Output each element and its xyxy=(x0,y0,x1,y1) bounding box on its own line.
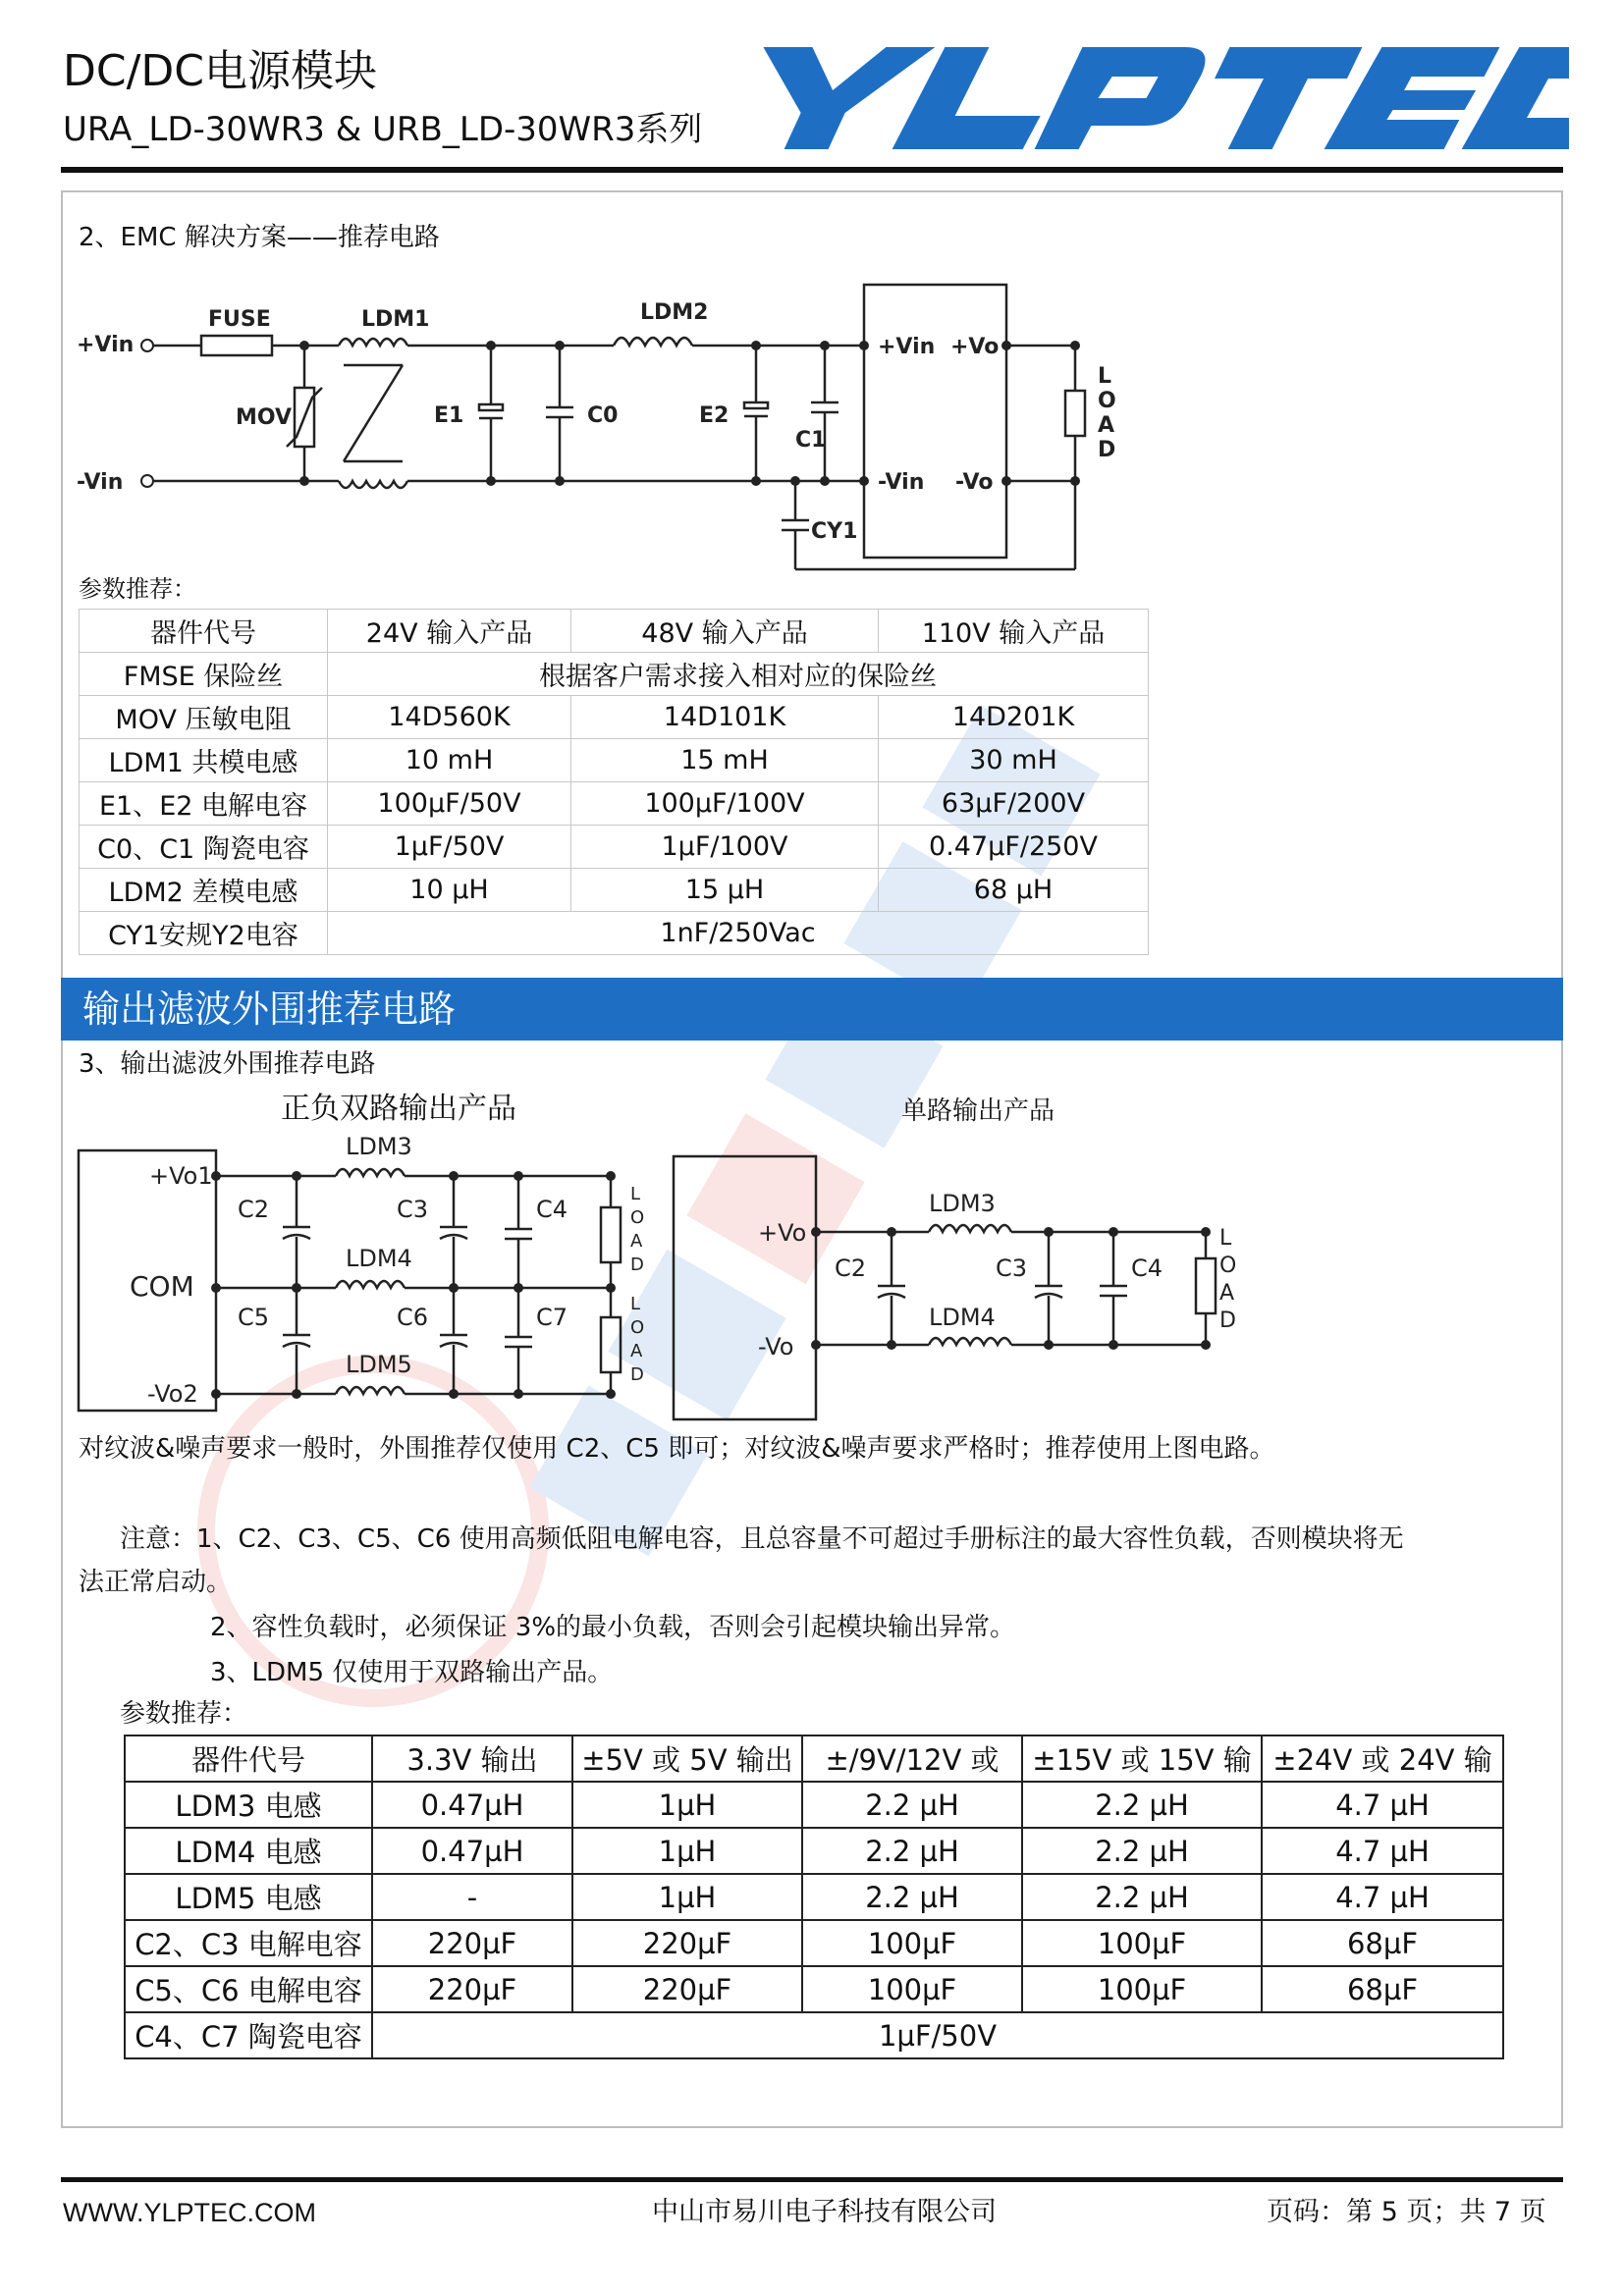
emc-params-table xyxy=(79,609,1149,955)
label-vo1: +Vo1 xyxy=(149,1162,213,1190)
table-row xyxy=(125,1874,1503,1920)
table-cell: C5、C6 电解电容 xyxy=(125,1966,372,2012)
table-cell: 1µF/100V xyxy=(571,826,879,869)
label-mov: MOV xyxy=(236,405,293,430)
output-heading: 3、输出滤波外围推荐电路 xyxy=(79,1049,376,1079)
table-row xyxy=(125,1782,1503,1828)
label-cy1: CY1 xyxy=(811,519,858,544)
table-cell: LDM4 电感 xyxy=(125,1828,372,1874)
label-load-l: L xyxy=(630,1294,641,1314)
label-c3: C3 xyxy=(996,1255,1028,1282)
table-cell: LDM3 电感 xyxy=(125,1782,372,1828)
output-params-caption: 参数推荐： xyxy=(120,1699,248,1729)
table-cell: 220µF xyxy=(372,1920,572,1966)
table-cell: C4、C7 陶瓷电容 xyxy=(125,2012,372,2058)
label-load-a: A xyxy=(630,1231,643,1252)
label-c2: C2 xyxy=(835,1255,867,1282)
footer-website[interactable]: WWW.YLPTEC.COM xyxy=(63,2198,316,2227)
note-2: 2、容性负载时，必须保证 3%的最小负载，否则会引起模块输出异常。 xyxy=(210,1613,1016,1642)
table-header-cell: ±24V 或 24V 输 xyxy=(1262,1735,1503,1782)
table-cell: 0.47µH xyxy=(372,1782,572,1828)
table-cell: 1µH xyxy=(572,1828,802,1874)
table-cell: CY1安规Y2电容 xyxy=(80,912,328,955)
table-cell: C0、C1 陶瓷电容 xyxy=(80,826,328,869)
section-banner: 输出滤波外围推荐电路 xyxy=(61,978,1563,1041)
label-c0: C0 xyxy=(587,403,619,428)
table-row xyxy=(125,1735,1503,1782)
table-row xyxy=(80,826,1149,869)
label-load-d: D xyxy=(1219,1308,1236,1333)
table-cell: C2、C3 电解电容 xyxy=(125,1920,372,1966)
note-1-line-1: 注意：1、C2、C3、C5、C6 使用高频低阻电解电容，且总容量不可超过手册标注的最大容性负载，否则模块将无 xyxy=(120,1524,1404,1554)
label-load-l: L xyxy=(1219,1226,1232,1251)
header-rule xyxy=(61,167,1563,173)
footer-company: 中山市易川电子科技有限公司 xyxy=(652,2197,997,2227)
table-cell: 2.2 µH xyxy=(802,1782,1022,1828)
table-header-cell: 48V 输入产品 xyxy=(571,610,879,653)
label-vo2: -Vo2 xyxy=(147,1380,198,1408)
table-cell: 2.2 µH xyxy=(802,1874,1022,1920)
label-load-l: L xyxy=(630,1184,641,1204)
label-ldm4: LDM4 xyxy=(346,1245,412,1272)
label-load-l: L xyxy=(1098,364,1112,389)
table-cell: 15 mH xyxy=(571,739,879,782)
table-cell: 14D101K xyxy=(571,696,879,739)
table-cell: 4.7 µH xyxy=(1262,1828,1503,1874)
label-c4: C4 xyxy=(1131,1255,1163,1282)
single-output-title: 单路输出产品 xyxy=(901,1096,1055,1126)
ripple-note: 对纹波&噪声要求一般时，外围推荐仅使用 C2、C5 即可；对纹波&噪声要求严格时；推荐使用上图电路。 xyxy=(79,1434,1275,1464)
label-load-a: A xyxy=(630,1341,643,1362)
table-cell: 4.7 µH xyxy=(1262,1874,1503,1920)
table-cell: 100µF xyxy=(802,1920,1022,1966)
table-cell: MOV 压敏电阻 xyxy=(80,696,328,739)
doc-subtitle: URA_LD-30WR3 & URB_LD-30WR3系列 xyxy=(63,110,703,149)
table-row xyxy=(125,1920,1503,1966)
label-c2: C2 xyxy=(238,1196,270,1223)
label-fuse: FUSE xyxy=(208,307,271,332)
note-1-line-2: 法正常启动。 xyxy=(79,1568,233,1597)
label-mod-vo-pos: +Vo xyxy=(950,335,1000,359)
table-row xyxy=(125,2012,1503,2058)
label-vin-neg: -Vin xyxy=(77,470,124,495)
label-load-a: A xyxy=(1098,413,1115,438)
label-com: COM xyxy=(130,1270,194,1303)
table-cell: LDM5 电感 xyxy=(125,1874,372,1920)
label-load-o: O xyxy=(1219,1254,1237,1278)
table-cell: 2.2 µH xyxy=(1022,1828,1262,1874)
label-e2: E2 xyxy=(699,403,730,428)
table-cell: 63µF/200V xyxy=(879,782,1149,826)
label-vo-pos: +Vo xyxy=(758,1219,807,1247)
table-cell: 100µF xyxy=(1022,1920,1262,1966)
table-cell: 1µF/50V xyxy=(372,2012,1503,2058)
table-cell: LDM2 差模电感 xyxy=(80,869,328,912)
label-load-d: D xyxy=(630,1364,644,1385)
table-cell: 15 µH xyxy=(571,869,879,912)
table-cell: FMSE 保险丝 xyxy=(80,653,328,696)
emc-circuit-diagram xyxy=(69,275,1159,589)
table-cell: 1µF/50V xyxy=(328,826,571,869)
table-cell: 100µF xyxy=(802,1966,1022,2012)
table-cell: 2.2 µH xyxy=(1022,1782,1262,1828)
label-c1: C1 xyxy=(795,428,827,453)
output-params-table xyxy=(124,1735,1504,2059)
table-header-cell: 器件代号 xyxy=(125,1735,372,1782)
table-cell: 1µH xyxy=(572,1782,802,1828)
table-cell: 100µF/100V xyxy=(571,782,879,826)
label-c5: C5 xyxy=(238,1304,270,1331)
table-cell: 100µF/50V xyxy=(328,782,571,826)
table-header-cell: 3.3V 输出 xyxy=(372,1735,572,1782)
label-ldm4: LDM4 xyxy=(929,1304,996,1331)
table-row xyxy=(125,1828,1503,1874)
table-row xyxy=(125,1966,1503,2012)
label-vin-pos: +Vin xyxy=(77,333,135,357)
label-vo-neg: -Vo xyxy=(758,1333,794,1361)
table-row xyxy=(80,869,1149,912)
label-ldm3: LDM3 xyxy=(929,1190,996,1217)
label-mod-vo-neg: -Vo xyxy=(955,470,994,495)
footer-page-number: 页码：第 5 页；共 7 页 xyxy=(1267,2197,1546,2227)
table-cell: LDM1 共模电感 xyxy=(80,739,328,782)
ylptec-logo xyxy=(727,39,1569,157)
table-cell: E1、E2 电解电容 xyxy=(80,782,328,826)
table-header-cell: 110V 输入产品 xyxy=(879,610,1149,653)
table-cell: 根据客户需求接入相对应的保险丝 xyxy=(328,653,1149,696)
dual-output-circuit-diagram xyxy=(69,1129,677,1423)
table-row xyxy=(80,696,1149,739)
label-c4: C4 xyxy=(536,1196,568,1223)
table-cell: 14D201K xyxy=(879,696,1149,739)
table-cell: 10 µH xyxy=(328,869,571,912)
table-cell: 1nF/250Vac xyxy=(328,912,1149,955)
table-cell: 10 mH xyxy=(328,739,571,782)
table-cell: 68µF xyxy=(1262,1920,1503,1966)
table-cell: 220µF xyxy=(372,1966,572,2012)
table-header-cell: ±15V 或 15V 输 xyxy=(1022,1735,1262,1782)
table-cell: 220µF xyxy=(572,1920,802,1966)
label-load-a: A xyxy=(1219,1281,1235,1306)
label-load-o: O xyxy=(1098,389,1116,413)
label-load-d: D xyxy=(1098,438,1116,462)
label-e1: E1 xyxy=(434,403,464,428)
table-header-cell: ±/9V/12V 或 xyxy=(802,1735,1022,1782)
table-cell: 30 mH xyxy=(879,739,1149,782)
emc-heading: 2、EMC 解决方案——推荐电路 xyxy=(79,223,440,252)
table-cell: 68µF xyxy=(1262,1966,1503,2012)
doc-title: DC/DC电源模块 xyxy=(63,46,378,96)
table-row xyxy=(80,653,1149,696)
label-c3: C3 xyxy=(397,1196,429,1223)
label-load-o: O xyxy=(630,1207,645,1228)
table-cell: 68 µH xyxy=(879,869,1149,912)
label-ldm5: LDM5 xyxy=(346,1351,412,1378)
table-row xyxy=(80,782,1149,826)
table-header-cell: 器件代号 xyxy=(80,610,328,653)
label-ldm2: LDM2 xyxy=(640,300,709,325)
label-load-o: O xyxy=(630,1317,645,1338)
emc-params-caption: 参数推荐： xyxy=(79,575,196,603)
table-cell: 14D560K xyxy=(328,696,571,739)
table-cell: 2.2 µH xyxy=(802,1828,1022,1874)
label-mod-vin-neg: -Vin xyxy=(878,470,925,495)
label-mod-vin-pos: +Vin xyxy=(878,335,936,359)
table-cell: - xyxy=(372,1874,572,1920)
table-cell: 1µH xyxy=(572,1874,802,1920)
table-row xyxy=(80,912,1149,955)
label-ldm3: LDM3 xyxy=(346,1133,412,1160)
table-cell: 0.47µH xyxy=(372,1828,572,1874)
table-cell: 4.7 µH xyxy=(1262,1782,1503,1828)
table-cell: 220µF xyxy=(572,1966,802,2012)
table-header-cell: ±5V 或 5V 输出 xyxy=(572,1735,802,1782)
label-c7: C7 xyxy=(536,1304,568,1331)
label-c6: C6 xyxy=(397,1304,429,1331)
dual-output-title: 正负双路输出产品 xyxy=(281,1092,516,1126)
table-cell: 100µF xyxy=(1022,1966,1262,2012)
table-cell: 2.2 µH xyxy=(1022,1874,1262,1920)
table-row xyxy=(80,739,1149,782)
table-cell: 0.47µF/250V xyxy=(879,826,1149,869)
label-ldm1: LDM1 xyxy=(361,307,430,332)
label-load-d: D xyxy=(630,1255,644,1275)
single-output-circuit-diagram xyxy=(664,1139,1253,1423)
table-header-cell: 24V 输入产品 xyxy=(328,610,571,653)
note-3: 3、LDM5 仅使用于双路输出产品。 xyxy=(210,1658,614,1687)
footer-rule xyxy=(61,2177,1563,2182)
table-row xyxy=(80,610,1149,653)
